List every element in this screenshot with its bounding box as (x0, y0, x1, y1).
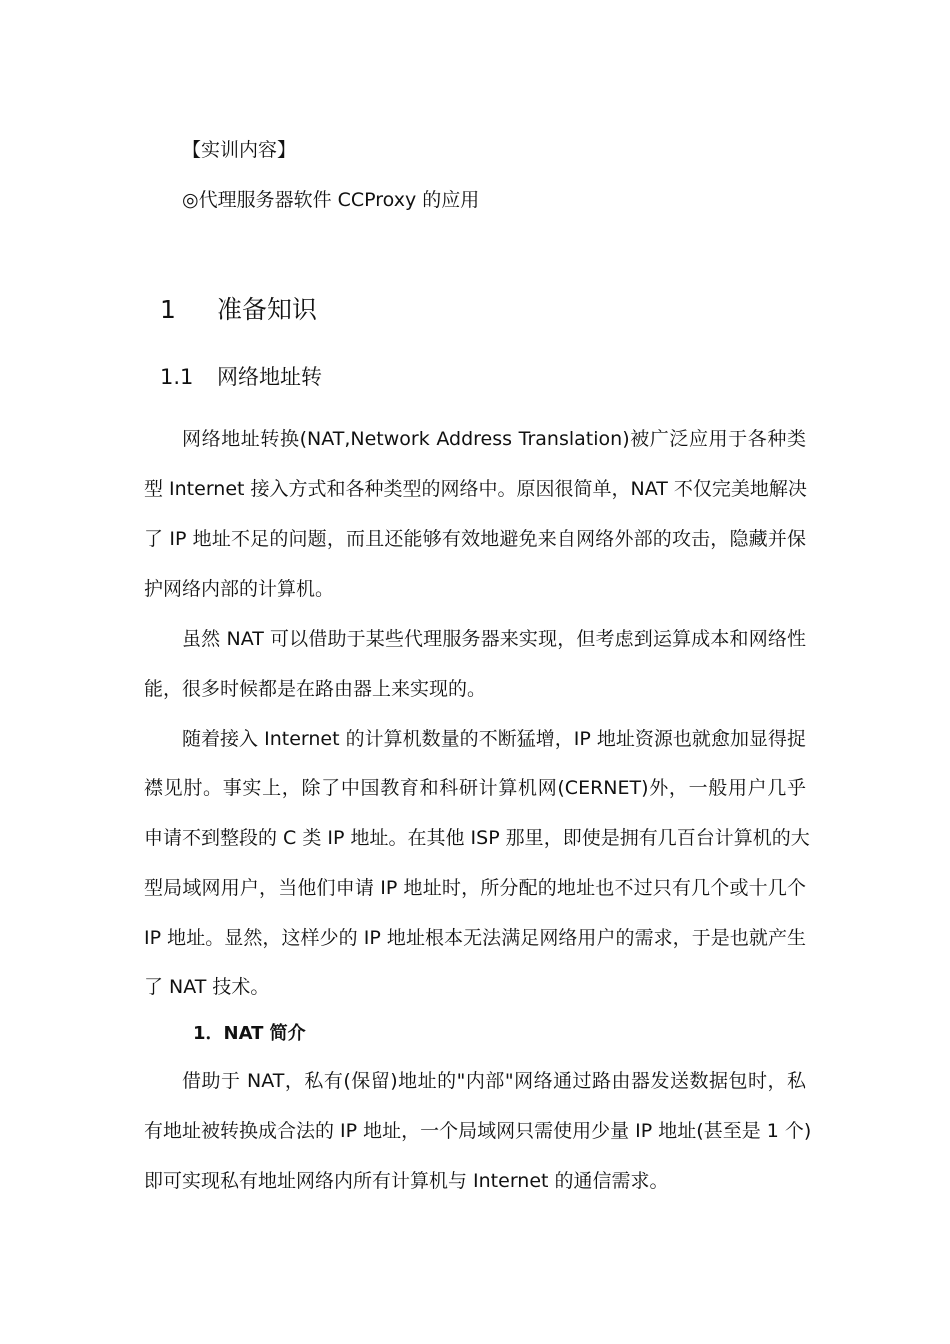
paragraph-4-line-3: 即可实现私有地址网络内所有计算机与 Internet 的通信需求。 (144, 1170, 669, 1192)
heading-1-title: 准备知识 (217, 295, 318, 324)
paragraph-2-line-1: 虽然 NAT 可以借助于某些代理服务器来实现，但考虑到运算成本和网络性 (182, 628, 806, 650)
paragraph-3-line-1: 随着接入 Internet 的计算机数量的不断猛增，IP 地址资源也就愈加显得捉 (182, 728, 806, 750)
heading-level-1 (160, 294, 317, 326)
paragraph-3-line-3: 申请不到整段的 C 类 IP 地址。在其他 ISP 那里，即使是拥有几百台计算机的大 (144, 827, 810, 849)
heading-2-number: 1.1 (160, 365, 194, 389)
paragraph-1-line-2: 型 Internet 接入方式和各种类型的网络中。原因很简单，NAT 不仅完美地解决 (144, 478, 807, 500)
paragraph-1-line-4: 护网络内部的计算机。 (144, 578, 335, 600)
paragraph-3-line-4: 型局域网用户，当他们申请 IP 地址时，所分配的地址也不过只有几个或十几个 (144, 877, 806, 899)
topic-line: ◎代理服务器软件 CCProxy 的应用 (182, 189, 480, 211)
paragraph-1-line-1: 网络地址转换(NAT,Network Address Translation)被广泛应用于各种类 (182, 428, 806, 450)
paragraph-2-line-2: 能，很多时候都是在路由器上来实现的。 (144, 678, 487, 700)
subheading-nat-intro: 1．NAT 简介 (193, 1023, 306, 1044)
paragraph-4-line-1: 借助于 NAT，私有(保留)地址的"内部"网络通过路由器发送数据包时，私 (182, 1070, 806, 1092)
paragraph-3-line-2: 襟见肘。事实上，除了中国教育和科研计算机网(CERNET)外，一般用户几乎 (144, 777, 806, 799)
paragraph-3-line-5: IP 地址。显然，这样少的 IP 地址根本无法满足网络用户的需求，于是也就产生 (144, 927, 806, 949)
paragraph-1-line-3: 了 IP 地址不足的问题，而且还能够有效地避免来自网络外部的攻击，隐藏并保 (144, 528, 806, 550)
heading-level-2 (160, 363, 322, 391)
paragraph-3-line-6: 了 NAT 技术。 (144, 976, 270, 998)
section-label: 【实训内容】 (182, 139, 297, 161)
paragraph-4-line-2: 有地址被转换成合法的 IP 地址，一个局域网只需使用少量 IP 地址(甚至是 1 个) (144, 1120, 812, 1142)
heading-2-title: 网络地址转 (217, 365, 322, 389)
heading-1-number: 1 (160, 295, 176, 324)
